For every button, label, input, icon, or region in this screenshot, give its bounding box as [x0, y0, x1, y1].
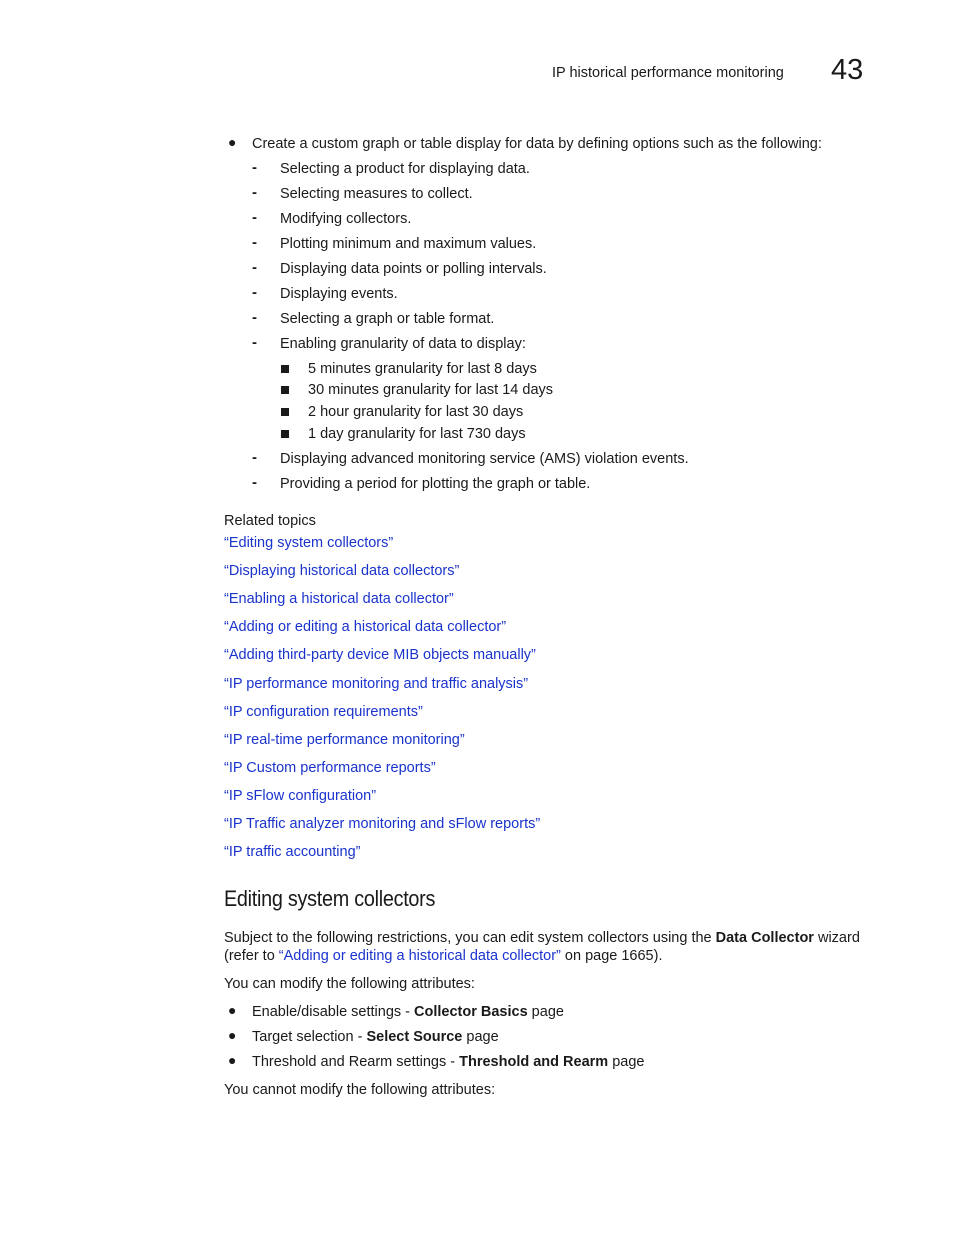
paragraph-text: on page 1665). [560, 948, 663, 964]
related-topics-heading: Related topics [224, 513, 316, 529]
attribute-label: Target selection - [252, 1029, 367, 1045]
related-link-adding-third-party-mib-objects[interactable]: “Adding third-party device MIB objects manually” [224, 647, 536, 663]
dash-icon: - [252, 334, 257, 351]
related-link-ip-custom-reports[interactable]: “IP Custom performance reports” [224, 760, 436, 776]
attribute-item [252, 1003, 564, 1021]
related-link-ip-traffic-accounting[interactable]: “IP traffic accounting” [224, 844, 361, 860]
related-link-ip-real-time-monitoring[interactable]: “IP real-time performance monitoring” [224, 732, 465, 748]
square-bullet-icon [281, 408, 289, 416]
dash-icon: - [252, 159, 257, 176]
bullet-icon: ● [228, 1052, 237, 1068]
list-item: Displaying data points or polling intervals. [280, 261, 547, 277]
sublist-item: 30 minutes granularity for last 14 days [308, 382, 554, 398]
paragraph [224, 947, 662, 965]
list-item: Modifying collectors. [280, 211, 412, 227]
related-link-ip-performance-monitoring[interactable]: “IP performance monitoring and traffic analysis” [224, 676, 529, 692]
section-heading: Editing system collectors [224, 886, 436, 911]
dash-icon: - [252, 234, 257, 251]
dash-icon: - [252, 209, 257, 226]
dash-icon: - [252, 184, 257, 201]
square-bullet-icon [281, 386, 289, 394]
list-item: Selecting a product for displaying data. [280, 161, 530, 177]
attribute-label: Threshold and Rearm settings - [252, 1054, 460, 1070]
list-item: Displaying advanced monitoring service (AMS) violation events. [280, 451, 689, 467]
cannot-modify-intro: You cannot modify the following attributes: [224, 1082, 496, 1098]
dash-icon: - [252, 284, 257, 301]
bullet-icon: ● [228, 1002, 237, 1018]
dash-icon: - [252, 259, 257, 276]
modify-intro: You can modify the following attributes: [224, 976, 475, 992]
chapter-number: 43 [831, 54, 864, 86]
sublist-item: 2 hour granularity for last 30 days [308, 404, 524, 420]
list-item: Selecting a graph or table format. [280, 311, 495, 327]
paragraph-text: Subject to the following restrictions, you can edit system collectors using the [224, 930, 716, 946]
related-link-enabling-historical-data-collector[interactable]: “Enabling a historical data collector” [224, 591, 454, 607]
dash-icon: - [252, 449, 257, 466]
related-link-adding-editing-historical-data-collector[interactable]: “Adding or editing a historical data collector” [224, 619, 507, 635]
attribute-item [252, 1028, 499, 1046]
paragraph-text: (refer to [224, 948, 279, 964]
dash-icon: - [252, 309, 257, 326]
attribute-item [252, 1053, 644, 1071]
running-header-title: IP historical performance monitoring [552, 65, 784, 81]
sublist-item: 5 minutes granularity for last 8 days [308, 361, 537, 377]
related-link-ip-configuration-requirements[interactable]: “IP configuration requirements” [224, 704, 423, 720]
list-item: Displaying events. [280, 286, 398, 302]
square-bullet-icon [281, 430, 289, 438]
square-bullet-icon [281, 365, 289, 373]
ui-term-page: Threshold and Rearm [459, 1054, 609, 1070]
related-link-ip-traffic-analyzer[interactable]: “IP Traffic analyzer monitoring and sFlow reports” [224, 816, 541, 832]
related-link-ip-sflow-configuration[interactable]: “IP sFlow configuration” [224, 788, 377, 804]
related-link-editing-system-collectors[interactable]: “Editing system collectors” [224, 535, 394, 551]
attribute-suffix: page [527, 1004, 564, 1020]
list-item: Plotting minimum and maximum values. [280, 236, 537, 252]
paragraph-text: wizard [813, 930, 860, 946]
paragraph [224, 929, 860, 947]
list-item: Enabling granularity of data to display: [280, 336, 526, 352]
ui-term-page: Select Source [366, 1029, 463, 1045]
ui-term-data-collector: Data Collector [715, 930, 814, 946]
attribute-suffix: page [608, 1054, 645, 1070]
related-link-displaying-historical-data-collectors[interactable]: “Displaying historical data collectors” [224, 563, 460, 579]
bullet-icon: ● [228, 1027, 237, 1043]
cross-reference-link[interactable]: “Adding or editing a historical data collector” [278, 948, 561, 964]
list-item: Selecting measures to collect. [280, 186, 473, 202]
attribute-label: Enable/disable settings - [252, 1004, 415, 1020]
intro-bullet-text: Create a custom graph or table display for data by defining options such as the following: [252, 136, 822, 152]
list-item: Providing a period for plotting the graph or table. [280, 476, 591, 492]
attribute-suffix: page [462, 1029, 499, 1045]
sublist-item: 1 day granularity for last 730 days [308, 426, 526, 442]
dash-icon: - [252, 474, 257, 491]
ui-term-page: Collector Basics [414, 1004, 528, 1020]
bullet-icon: ● [228, 134, 237, 150]
